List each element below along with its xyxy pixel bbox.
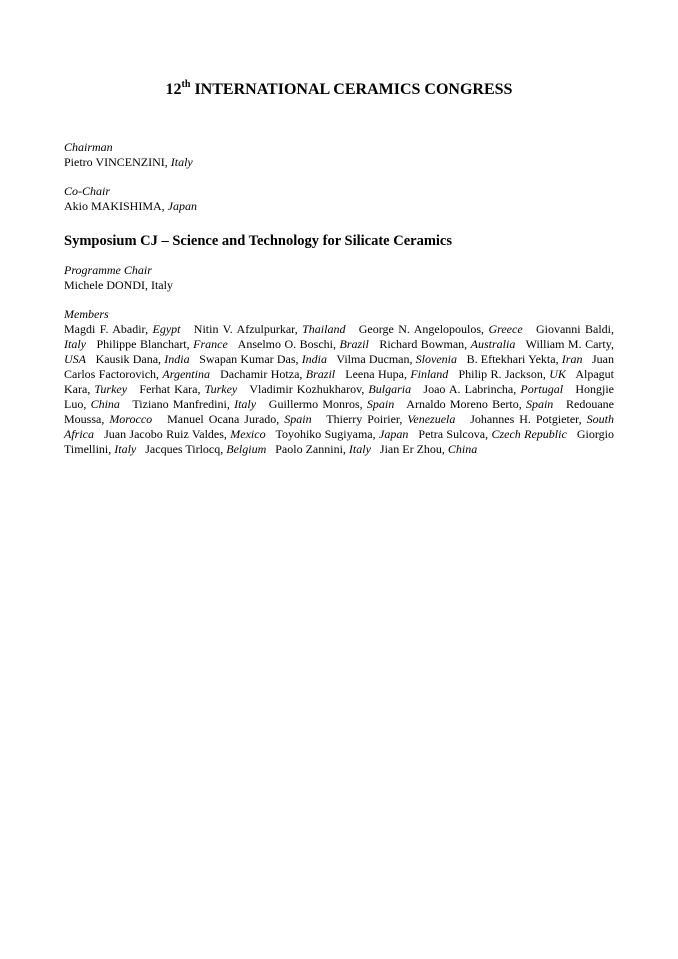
- member-country: Spain: [284, 412, 312, 426]
- member-item: [379, 337, 515, 351]
- member-name: Arnaldo Moreno Berto,: [406, 397, 526, 411]
- member-item: [418, 427, 566, 441]
- member-country: Brazil: [339, 337, 369, 351]
- member-name: Tiziano Manfredini,: [132, 397, 235, 411]
- member-country: USA: [64, 352, 86, 366]
- chairman-section: [64, 140, 614, 170]
- member-name: William M. Carty,: [525, 337, 614, 351]
- member-name: Jian Er Zhou,: [379, 442, 448, 456]
- members-label: Members: [64, 307, 109, 321]
- member-name: Nitin V. Afzulpurkar,: [193, 322, 303, 336]
- member-item: [458, 367, 565, 381]
- member-country: Spain: [525, 397, 554, 411]
- member-country: Mexico: [230, 427, 266, 441]
- member-country: Belgium: [226, 442, 267, 456]
- member-name: Leena Hupa,: [345, 367, 411, 381]
- congress-title-ordinal: th: [181, 79, 191, 90]
- cochair-name: Akio MAKISHIMA,: [64, 199, 168, 213]
- member-name: George N. Angelopoulos,: [358, 322, 489, 336]
- member-item: [249, 382, 411, 396]
- chairman-label: Chairman: [64, 140, 113, 154]
- member-name: Joao A. Labrincha,: [423, 382, 521, 396]
- member-country: Turkey: [204, 382, 238, 396]
- member-item: [132, 397, 256, 411]
- programme-chair-section: [64, 263, 614, 293]
- member-name: Swapan Kumar Das,: [199, 352, 302, 366]
- programme-chair-label: Programme Chair: [64, 263, 152, 277]
- member-item: [199, 352, 327, 366]
- member-item: [97, 337, 228, 351]
- member-country: Thailand: [302, 322, 346, 336]
- member-item: [326, 412, 455, 426]
- member-name: Magdi F. Abadir,: [64, 322, 153, 336]
- member-item: [345, 367, 448, 381]
- member-name: Johannes H. Potgieter,: [470, 412, 587, 426]
- member-item: [275, 427, 408, 441]
- members-list: [64, 322, 614, 457]
- member-name: Paolo Zannini,: [275, 442, 349, 456]
- member-country: Finland: [410, 367, 449, 381]
- member-name: Ferhat Kara,: [139, 382, 205, 396]
- member-country: China: [90, 397, 120, 411]
- member-name: Juan Jacobo Ruiz Valdes,: [104, 427, 231, 441]
- member-country: Iran: [561, 352, 583, 366]
- cochair-label: Co-Chair: [64, 184, 111, 198]
- member-name: Anselmo O. Boschi,: [237, 337, 340, 351]
- member-country: Italy: [234, 397, 257, 411]
- member-country: Italy: [64, 337, 86, 351]
- member-country: Italy: [348, 442, 371, 456]
- symposium-title: Symposium CJ – Science and Technology for Silicate Ceramics: [64, 233, 453, 249]
- programme-chair-name: Michele DONDI, Italy: [64, 278, 173, 292]
- member-name: B. Eftekhari Yekta,: [466, 352, 562, 366]
- member-country: Australia: [470, 337, 516, 351]
- member-country: Italy: [114, 442, 137, 456]
- member-name: Redouane Moussa,: [64, 397, 614, 426]
- member-country: India: [301, 352, 328, 366]
- chairman-name: Pietro VINCENZINI,: [64, 155, 171, 169]
- member-name: Manuel Ocana Jurado,: [167, 412, 285, 426]
- member-name: Vladimir Kozhukharov,: [249, 382, 369, 396]
- member-item: [359, 322, 523, 336]
- member-item: [139, 382, 237, 396]
- member-name: Guillermo Monros,: [268, 397, 367, 411]
- member-item: [64, 322, 181, 336]
- member-item: [380, 442, 477, 456]
- member-country: Argentina: [162, 367, 210, 381]
- member-name: Jacques Tirlocq,: [145, 442, 227, 456]
- member-country: Brazil: [305, 367, 336, 381]
- member-item: [336, 352, 457, 366]
- member-item: [275, 442, 371, 456]
- congress-title: [64, 80, 614, 100]
- member-item: [269, 397, 394, 411]
- member-name: Toyohiko Sugiyama,: [275, 427, 379, 441]
- member-country: India: [164, 352, 190, 366]
- member-country: Bulgaria: [368, 382, 412, 396]
- member-country: Morocco: [109, 412, 153, 426]
- member-item: [167, 412, 312, 426]
- member-name: Philippe Blanchart,: [96, 337, 194, 351]
- member-country: Venezuela: [407, 412, 456, 426]
- chairman-entry: [64, 155, 614, 170]
- member-item: [104, 427, 266, 441]
- member-name: Philip R. Jackson,: [458, 367, 550, 381]
- member-country: Portugal: [520, 382, 564, 396]
- member-country: France: [193, 337, 228, 351]
- cochair-country: Japan: [167, 199, 197, 213]
- member-country: South Africa: [64, 412, 614, 441]
- member-country: Egypt: [152, 322, 181, 336]
- member-name: Alpagut Kara,: [64, 367, 615, 396]
- member-country: Spain: [366, 397, 395, 411]
- congress-title-text: INTERNATIONAL CERAMICS CONGRESS: [190, 81, 513, 98]
- member-item: [406, 397, 553, 411]
- member-country: Greece: [488, 322, 523, 336]
- member-country: Japan: [379, 427, 409, 441]
- member-name: Thierry Poirier,: [326, 412, 408, 426]
- member-name: Giorgio Timellini,: [64, 427, 614, 456]
- member-item: [194, 322, 346, 336]
- member-item: [145, 442, 266, 456]
- cochair-section: [64, 184, 614, 214]
- member-country: UK: [549, 367, 566, 381]
- member-name: Kausik Dana,: [95, 352, 165, 366]
- member-item: [467, 352, 583, 366]
- cochair-entry: [64, 199, 614, 214]
- chairman-country: Italy: [170, 155, 193, 169]
- member-country: Slovenia: [415, 352, 457, 366]
- member-name: Dachamir Hotza,: [220, 367, 306, 381]
- member-name: Petra Sulcova,: [418, 427, 492, 441]
- member-name: Hongjie Luo,: [64, 382, 615, 411]
- member-name: Vilma Ducman,: [336, 352, 416, 366]
- congress-title-number: 12: [165, 81, 182, 98]
- members-section: [64, 307, 614, 457]
- member-item: [220, 367, 335, 381]
- member-country: China: [447, 442, 478, 456]
- member-country: Czech Republic: [491, 427, 567, 441]
- member-item: [238, 337, 369, 351]
- member-name: Richard Bowman,: [379, 337, 471, 351]
- member-name: Juan Carlos Factorovich,: [64, 352, 615, 381]
- member-country: Turkey: [94, 382, 128, 396]
- member-item: [423, 382, 563, 396]
- member-item: [96, 352, 190, 366]
- member-name: Giovanni Baldi,: [535, 322, 615, 336]
